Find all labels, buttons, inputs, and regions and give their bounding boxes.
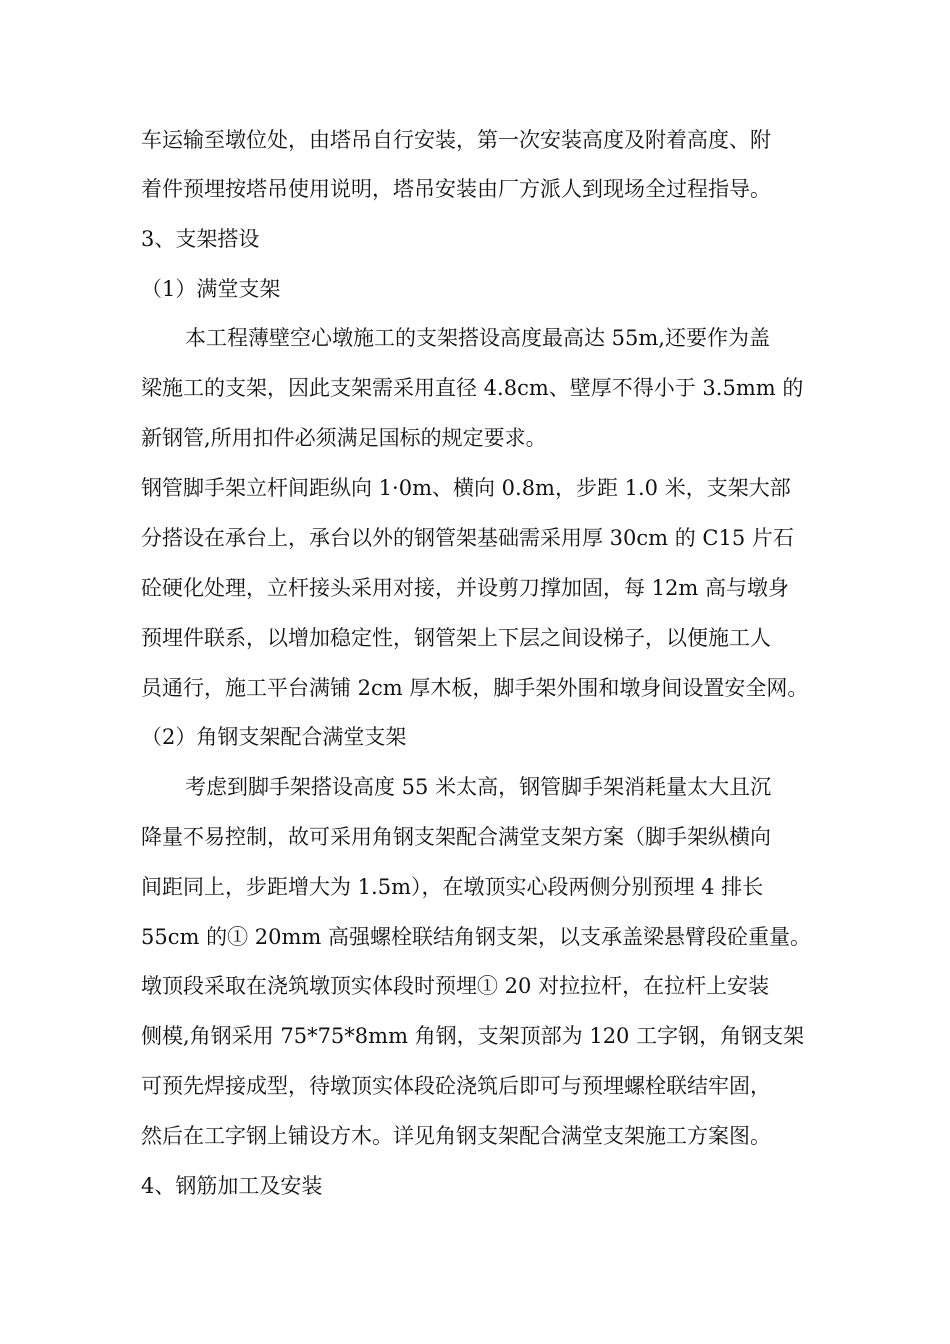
body-text-line: 本工程薄壁空心墩施工的支架搭设高度最高达 55m,还要作为盖 bbox=[185, 326, 770, 350]
body-text-line: 然后在工字钢上铺设方木。详见角钢支架配合满堂支架施工方案图。 bbox=[141, 1124, 771, 1148]
body-text-line: 分搭设在承台上，承台以外的钢管架基础需采用厚 30cm 的 C15 片石 bbox=[141, 526, 794, 550]
body-text-line: 预埋件联系，以增加稳定性，钢管架上下层之间设梯子，以便施工人 bbox=[141, 626, 771, 650]
subsection-heading: （2）角钢支架配合满堂支架 bbox=[141, 725, 407, 749]
section-heading: 4、钢筋加工及安装 bbox=[141, 1174, 323, 1198]
body-text-line: 员通行，施工平台满铺 2cm 厚木板，脚手架外围和墩身间设置安全网。 bbox=[141, 676, 809, 700]
body-text-line: 降量不易控制，故可采用角钢支架配合满堂支架方案（脚手架纵横向 bbox=[141, 825, 771, 849]
section-heading: 3、支架搭设 bbox=[141, 227, 260, 251]
body-text-line: 侧模,角钢采用 75*75*8mm 角钢，支架顶部为 120 工字钢，角钢支架 bbox=[141, 1024, 805, 1048]
body-text-line: 砼硬化处理，立杆接头采用对接，并设剪刀撑加固，每 12m 高与墩身 bbox=[141, 576, 789, 600]
body-text-line: 考虑到脚手架搭设高度 55 米太高，钢管脚手架消耗量太大且沉 bbox=[185, 775, 772, 799]
body-text-line: 墩顶段采取在浇筑墩顶实体段时预埋① 20 对拉拉杆，在拉杆上安装 bbox=[141, 974, 770, 998]
subsection-heading: （1）满堂支架 bbox=[141, 277, 281, 301]
body-text-line: 车运输至墩位处，由塔吊自行安装，第一次安装高度及附着高度、附 bbox=[141, 128, 771, 152]
body-text-line: 55cm 的① 20mm 高强螺栓联结角钢支架，以支承盖梁悬臂段砼重量。 bbox=[141, 925, 811, 949]
body-text-line: 梁施工的支架，因此支架需采用直径 4.8cm、壁厚不得小于 3.5mm 的 bbox=[141, 376, 804, 400]
body-text-line: 着件预埋按塔吊使用说明，塔吊安装由厂方派人到现场全过程指导。 bbox=[141, 177, 771, 201]
body-text-line: 可预先焊接成型，待墩顶实体段砼浇筑后即可与预埋螺栓联结牢固， bbox=[141, 1074, 771, 1098]
body-text-line: 新钢管,所用扣件必须满足国标的规定要求。 bbox=[141, 426, 547, 450]
body-text-line: 间距同上，步距增大为 1.5m），在墩顶实心段两侧分别预埋 4 排长 bbox=[141, 875, 764, 899]
body-text-line: 钢管脚手架立杆间距纵向 1·0m、横向 0.8m，步距 1.0 米，支架大部 bbox=[141, 476, 791, 500]
